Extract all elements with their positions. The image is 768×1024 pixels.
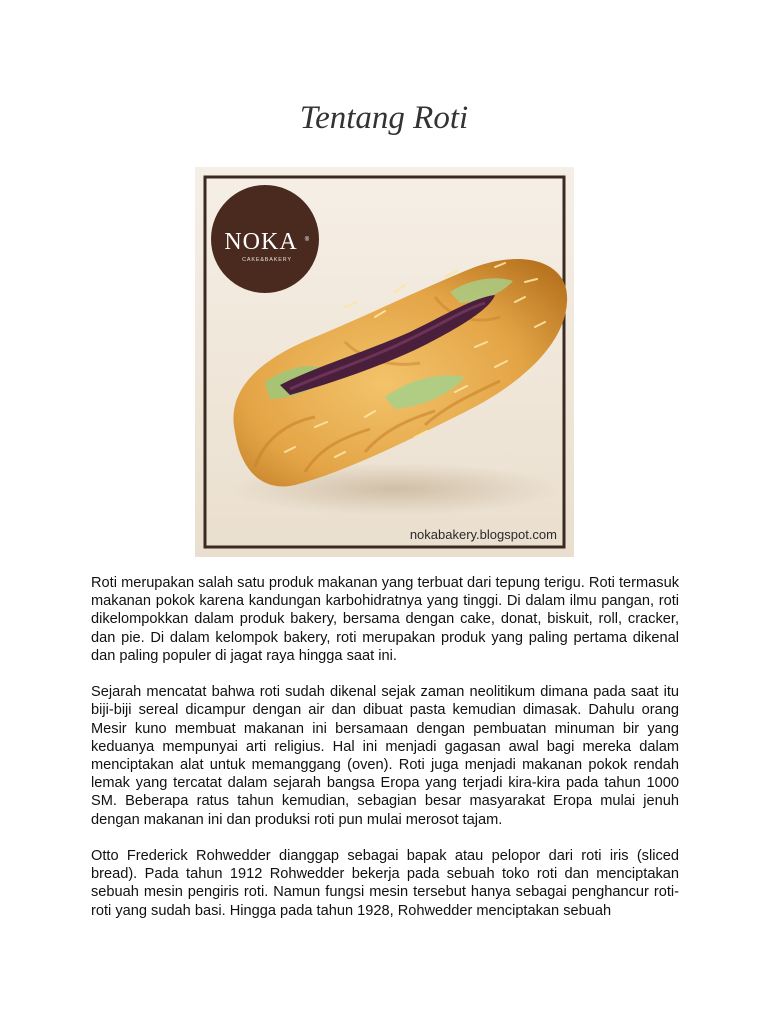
photo-watermark: nokabakery.blogspot.com bbox=[409, 527, 557, 542]
paragraph-2: Sejarah mencatat bahwa roti sudah dikenal sejak zaman neolitikum dimana pada saat itu biji-biji sereal dicampur dengan air dan dibuat pasta kemudian dimasak. Dahulu orang Mesir kuno membuat makanan ini bersamaan dengan pembuatan minuman bir yang keduanya mempunyai arti religius. Hal ini menjadi gagasan awal bagi mereka dalam menciptakan alat untuk memanggang (oven). Roti juga menjadi makanan pokok rendah lemak yang tercatat dalam sejarah bangsa Eropa yang terjadi kira-kira pada tahun 1000 SM. Beberapa ratus tahun kemudian, sebagian besar masyarakat Eropa mulai jenuh dengan makanan ini dan produksi roti pun mulai merosot tajam. bbox=[91, 684, 679, 828]
page-title: Tentang Roti bbox=[299, 100, 469, 136]
paragraph-3: Otto Frederick Rohwedder dianggap sebagai bapak atau pelopor dari roti iris (sliced bread). Pada tahun 1912 Rohwedder bekerja pada sebuah toko roti dan menciptakan sebuah mesin pengiris roti. Namun fungsi mesin tersebut hanya sebagai penghancur roti-roti yang sudah basi. Hingga pada tahun 1928, Rohwedder menciptakan sebuah bbox=[91, 848, 679, 919]
logo-subtitle: CAKE&BAKERY bbox=[242, 257, 292, 263]
article-body bbox=[91, 574, 679, 938]
bread-photo bbox=[195, 167, 574, 557]
logo-text: NOKA bbox=[224, 229, 298, 255]
paragraph-1: Roti merupakan salah satu produk makanan yang terbuat dari tepung terigu. Roti termasuk makanan pokok karena kandungan karbohidratnya yang tinggi. Di dalam ilmu pangan, roti dikelompokkan dalam produk bakery, bersama dengan cake, donat, biskuit, roll, cracker, dan pie. Di dalam kelompok bakery, roti merupakan produk yang paling pertama dikenal dan paling populer di jagat raya hingga saat ini. bbox=[91, 575, 679, 664]
logo-registered-mark: ® bbox=[304, 237, 310, 243]
